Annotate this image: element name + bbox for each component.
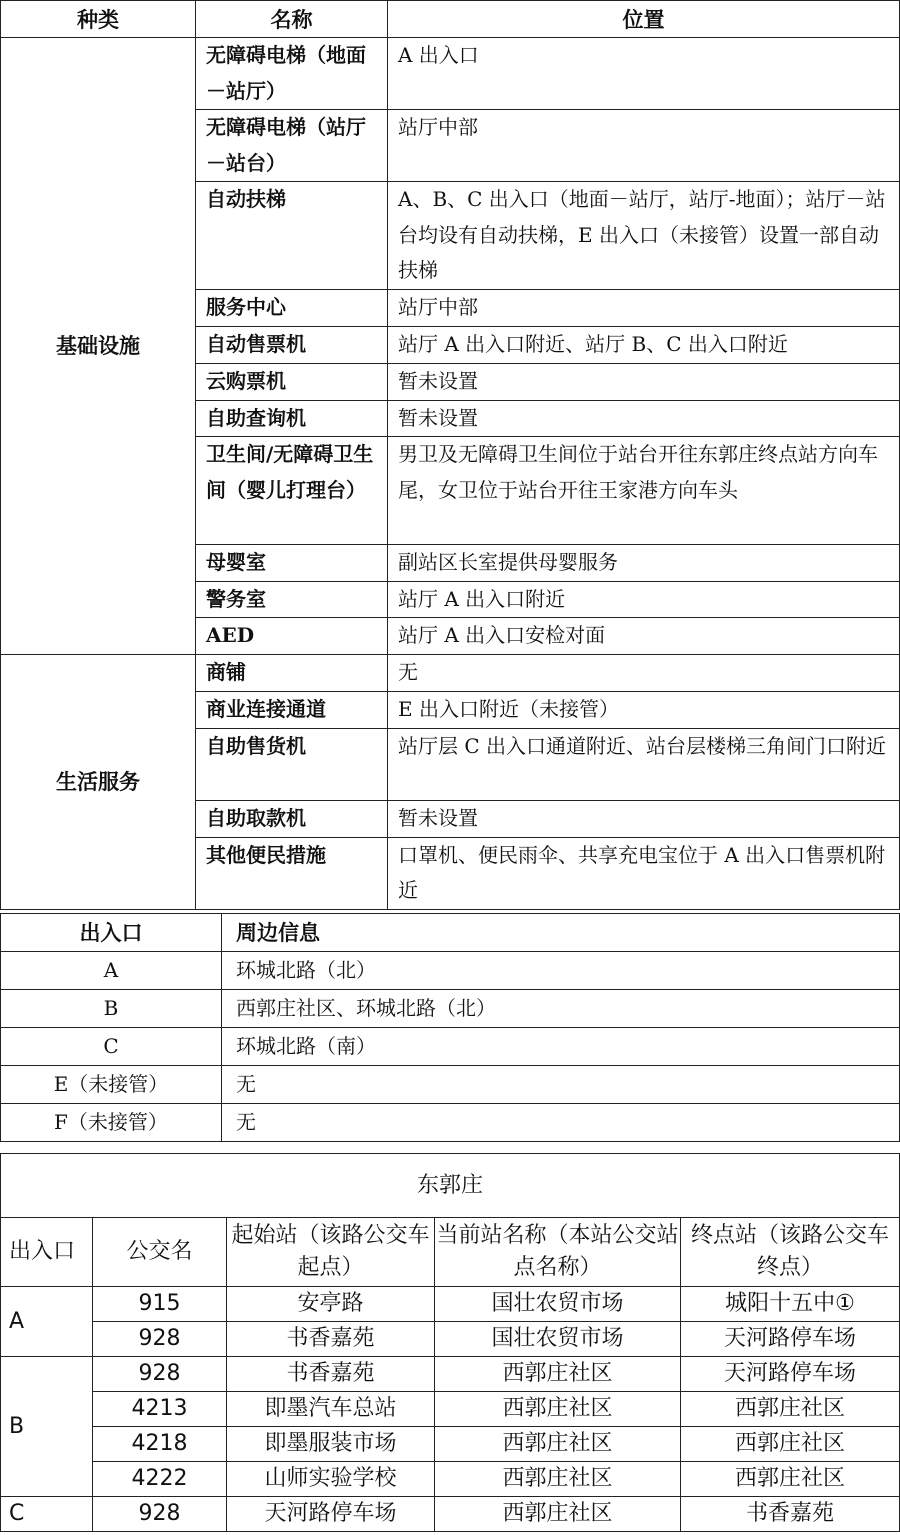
exit-label: B [1, 990, 222, 1028]
table-header-row [1, 1, 900, 38]
header-route: 公交名 [93, 1218, 227, 1287]
table-row [1, 1322, 900, 1357]
facility-position: E 出入口附近（未接管） [388, 692, 900, 729]
table-title-row [1, 1154, 900, 1218]
header-category: 种类 [1, 1, 196, 38]
facility-name: 服务中心 [196, 290, 388, 327]
exit-info: 无 [222, 1104, 900, 1142]
facility-position: 站厅层 C 出入口通道附近、站台层楼梯三角间门口附近 [388, 729, 900, 801]
bus-end: 西郭庄社区 [681, 1392, 900, 1427]
facility-position: 无 [388, 655, 900, 692]
facility-position: 口罩机、便民雨伞、共享充电宝位于 A 出入口售票机附近 [388, 837, 900, 909]
facility-name: 自助查询机 [196, 400, 388, 437]
bus-start: 即墨服装市场 [227, 1427, 435, 1462]
facility-name: 商业连接通道 [196, 692, 388, 729]
header-position: 位置 [388, 1, 900, 38]
bus-start: 书香嘉苑 [227, 1357, 435, 1392]
exit-info: 无 [222, 1066, 900, 1104]
facility-position: 副站区长室提供母婴服务 [388, 545, 900, 582]
bus-current: 国壮农贸市场 [435, 1322, 681, 1357]
facility-position: 男卫及无障碍卫生间位于站台开往东郭庄终点站方向车尾，女卫位于站台开往王家港方向车头 [388, 437, 900, 545]
bus-end: 城阳十五中① [681, 1287, 900, 1322]
facility-name: AED [196, 618, 388, 655]
table-row [1, 1028, 900, 1066]
facility-name: 警务室 [196, 581, 388, 618]
exit-info: 环城北路（北） [222, 952, 900, 990]
bus-current: 西郭庄社区 [435, 1497, 681, 1532]
bus-end: 天河路停车场 [681, 1357, 900, 1392]
facility-position: 暂未设置 [388, 801, 900, 838]
bus-route: 915 [93, 1287, 227, 1322]
facility-position: 站厅 A 出入口安检对面 [388, 618, 900, 655]
facility-name: 自助取款机 [196, 801, 388, 838]
table-header-row [1, 914, 900, 952]
bus-end: 西郭庄社区 [681, 1462, 900, 1497]
facility-position: 暂未设置 [388, 400, 900, 437]
bus-current: 西郭庄社区 [435, 1462, 681, 1497]
table-row [1, 1066, 900, 1104]
bus-end: 书香嘉苑 [681, 1497, 900, 1532]
exit-label: E（未接管） [1, 1066, 222, 1104]
header-start: 起始站（该路公交车起点） [227, 1218, 435, 1287]
header-exit: 出入口 [1, 1218, 93, 1287]
bus-end: 西郭庄社区 [681, 1427, 900, 1462]
header-end: 终点站（该路公交车终点） [681, 1218, 900, 1287]
facility-position: 站厅 A 出入口附近 [388, 581, 900, 618]
table-row [1, 1427, 900, 1462]
facility-position: 站厅中部 [388, 290, 900, 327]
table-row [1, 1287, 900, 1322]
bus-start: 安亭路 [227, 1287, 435, 1322]
bus-route: 4213 [93, 1392, 227, 1427]
bus-current: 西郭庄社区 [435, 1427, 681, 1462]
bus-route: 928 [93, 1322, 227, 1357]
facility-name: 其他便民措施 [196, 837, 388, 909]
bus-route: 928 [93, 1357, 227, 1392]
bus-start: 即墨汽车总站 [227, 1392, 435, 1427]
table-row [1, 990, 900, 1028]
exits-table [0, 913, 900, 1142]
facility-position: 站厅 A 出入口附近、站厅 B、C 出入口附近 [388, 327, 900, 364]
facility-position: 暂未设置 [388, 364, 900, 401]
facility-position: A、B、C 出入口（地面－站厅，站厅-地面）；站厅－站台均设有自动扶梯，E 出入口（未接管）设置一部自动扶梯 [388, 182, 900, 290]
facility-name: 云购票机 [196, 364, 388, 401]
table-row [1, 1357, 900, 1392]
table-row [1, 1104, 900, 1142]
facility-name: 母婴室 [196, 545, 388, 582]
facility-name: 自助售货机 [196, 729, 388, 801]
category-cell: 生活服务 [1, 655, 196, 910]
exit-label: F（未接管） [1, 1104, 222, 1142]
exit-label: C [1, 1028, 222, 1066]
bus-current: 西郭庄社区 [435, 1357, 681, 1392]
table-header-row [1, 1218, 900, 1287]
table-row [1, 655, 900, 692]
header-exit: 出入口 [1, 914, 222, 952]
bus-current: 西郭庄社区 [435, 1392, 681, 1427]
bus-exit: A [1, 1287, 93, 1357]
facility-name: 无障碍电梯（地面－站厅） [196, 38, 388, 110]
facility-position: A 出入口 [388, 38, 900, 110]
bus-route: 4222 [93, 1462, 227, 1497]
bus-route: 928 [93, 1497, 227, 1532]
facility-name: 无障碍电梯（站厅－站台） [196, 110, 388, 182]
facility-name: 自动售票机 [196, 327, 388, 364]
bus-route: 4218 [93, 1427, 227, 1462]
header-info: 周边信息 [222, 914, 900, 952]
bus-start: 书香嘉苑 [227, 1322, 435, 1357]
header-name: 名称 [196, 1, 388, 38]
table-row [1, 1462, 900, 1497]
exit-info: 环城北路（南） [222, 1028, 900, 1066]
table-row [1, 38, 900, 110]
bus-exit: B [1, 1357, 93, 1497]
bus-end: 天河路停车场 [681, 1322, 900, 1357]
facility-name: 卫生间/无障碍卫生间（婴儿打理台） [196, 437, 388, 545]
bus-table [0, 1153, 900, 1532]
table-row [1, 1392, 900, 1427]
facility-name: 商铺 [196, 655, 388, 692]
station-title: 东郭庄 [1, 1154, 900, 1218]
bus-current: 国壮农贸市场 [435, 1287, 681, 1322]
table-row [1, 952, 900, 990]
exit-label: A [1, 952, 222, 990]
bus-exit: C [1, 1497, 93, 1532]
header-current: 当前站名称（本站公交站点名称） [435, 1218, 681, 1287]
bus-start: 山师实验学校 [227, 1462, 435, 1497]
category-cell: 基础设施 [1, 38, 196, 655]
exit-info: 西郭庄社区、环城北路（北） [222, 990, 900, 1028]
table-row [1, 1497, 900, 1532]
facility-position: 站厅中部 [388, 110, 900, 182]
bus-start: 天河路停车场 [227, 1497, 435, 1532]
facility-name: 自动扶梯 [196, 182, 388, 290]
